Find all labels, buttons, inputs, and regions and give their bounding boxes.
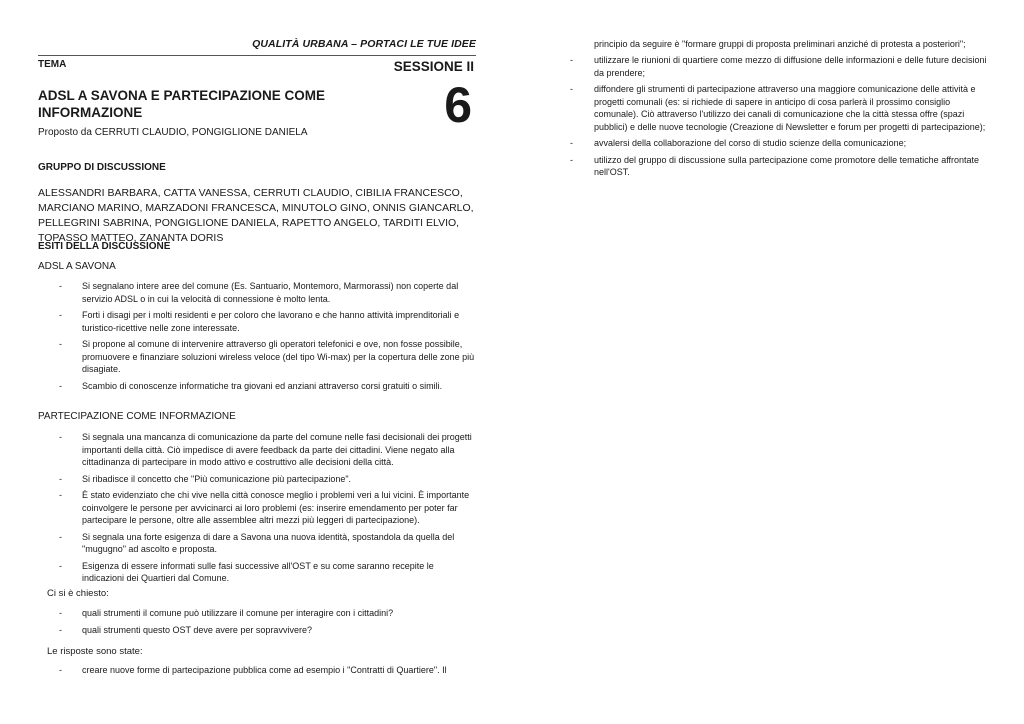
right-list [570, 54, 990, 183]
adsl-list [38, 280, 476, 396]
answers-list [38, 664, 476, 681]
group-members: ALESSANDRI BARBARA, CATTA VANESSA, CERRUTI CLAUDIO, CIBILIA FRANCESCO, MARCIANO MARINO, MARZADONI FRANCESCA, MINUTOLO GINO, ONNIS GIANCARLO, PELLEGRINI SABRINA, PONGIGLIONE DANIELA, RAPETTO ANGELO, TARDITI ELVIO, TOPASSO MATTEO, ZANANTA DORIS [38, 187, 474, 244]
list-item: - diffondere gli strumenti di partecipazione attraverso una maggiore comunicazione delle attività e progetti comunali (es: si richiede di sapere in anticipo di cosa parlerà il prossimo consiglio comunale). Ciò attraverso l'utilizzo dei canali di comunicazione che la città stessa offre (spazi pubblici) e delle nuove tecnologie (Creazione di Newsletter e forum per progetti di partecipazione); [570, 83, 990, 133]
list-item: - Forti i disagi per i molti residenti e per coloro che lavorano e che hanno attività imprenditoriali e turistico-ricettive nelle zone interessate. [38, 309, 476, 334]
group-heading: GRUPPO DI DISCUSSIONE [38, 162, 166, 173]
list-item: - utilizzare le riunioni di quartiere come mezzo di diffusione delle informazioni e delle future decisioni da prendere; [570, 54, 990, 79]
list-item: - Esigenza di essere informati sulle fasi successive all'OST e su come saranno recepite le indicazioni dei Quartieri dal Comune. [38, 560, 476, 585]
tema-label: TEMA [38, 59, 67, 70]
continuation-text: principio da seguire è "formare gruppi di proposta preliminari anziché di protesta a posteriori"; [594, 39, 966, 49]
questions-list [38, 607, 476, 640]
running-header: QUALITÀ URBANA – PORTACI LE TUE IDEE [252, 38, 476, 50]
list-item: - quali strumenti il comune può utilizzare il comune per interagire con i cittadini? [38, 607, 476, 620]
list-item: - Si ribadisce il concetto che "Più comunicazione più partecipazione". [38, 473, 476, 486]
list-item: - avvalersi della collaborazione del corso di studio scienze della comunicazione; [570, 137, 990, 150]
list-item: - Si propone al comune di intervenire attraverso gli operatori telefonici e ove, non fosse possibile, promuovere e finanziare soluzioni wireless veloce (del tipo Wi-max) per la copertura delle zone più disagiate. [38, 338, 476, 376]
answers-label: Le risposte sono state: [47, 646, 143, 657]
header-divider [38, 55, 476, 56]
list-item: - Si segnala una mancanza di comunicazione da parte del comune nelle fasi decisionali dei progetti importanti della città. Ciò impedisce di avere feedback da parte dei cittadini. Viene negato alla cittadinanza di partecipare in modo attivo e costruttivo alle decisioni della città. [38, 431, 476, 469]
list-item: - quali strumenti questo OST deve avere per sopravvivere? [38, 624, 476, 637]
participation-subheading: PARTECIPAZIONE COME INFORMAZIONE [38, 411, 236, 422]
outcomes-heading: ESITI DELLA DISCUSSIONE [38, 241, 171, 252]
list-item: - Scambio di conoscenze informatiche tra giovani ed anziani attraverso corsi gratuiti o simili. [38, 380, 476, 393]
page-title: ADSL A SAVONA E PARTECIPAZIONE COME INFORMAZIONE [38, 88, 326, 120]
asked-label: Ci si è chiesto: [47, 588, 109, 599]
adsl-subheading: ADSL A SAVONA [38, 261, 116, 272]
topic-number: 6 [444, 77, 472, 133]
list-item: - Si segnalano intere aree del comune (Es. Santuario, Montemoro, Marmorassi) non coperte dal servizio ADSL o in cui la velocità di connessione è molto lenta. [38, 280, 476, 305]
list-item: - Si segnala una forte esigenza di dare a Savona una nuova identità, spostandola da quella del "mugugno" ad ascolto e proposta. [38, 531, 476, 556]
list-item: - creare nuove forme di partecipazione pubblica come ad esempio i "Contratti di Quartiere". Il [38, 664, 476, 677]
list-item: - È stato evidenziato che chi vive nella città conosce meglio i problemi veri a lui vicini. È importante coinvolgere le persone per avvicinarci ai loro problemi (es: inserire emendamento per poter far partecipare le persone, oltre alle assemblee altri mezzi più leggeri di partecipazione). [38, 489, 476, 527]
list-item: - utilizzo del gruppo di discussione sulla partecipazione come promotore delle tematiche affrontate nell'OST. [570, 154, 990, 179]
proposer-line: Proposto da CERRUTI CLAUDIO, PONGIGLIONE DANIELA [38, 127, 308, 138]
session-label: SESSIONE II [393, 59, 474, 74]
participation-list [38, 431, 476, 589]
